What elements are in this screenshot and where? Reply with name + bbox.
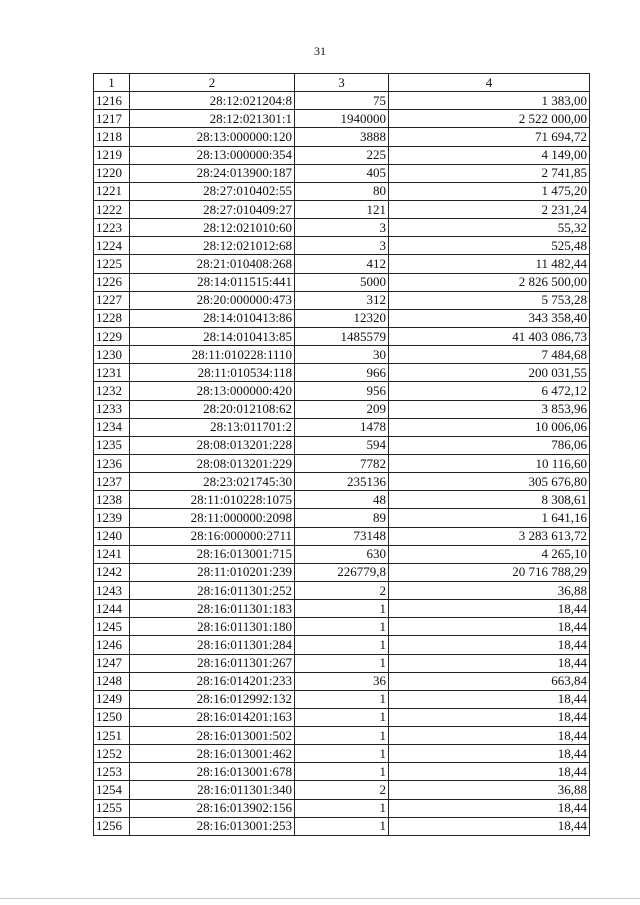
column-header-4: 4 (389, 74, 590, 92)
value-cell: 1 475,20 (389, 182, 590, 200)
row-number-cell: 1247 (94, 654, 130, 672)
row-number-cell: 1217 (94, 110, 130, 128)
area-cell: 80 (295, 182, 389, 200)
value-cell: 663,84 (389, 672, 590, 690)
table-row (94, 436, 590, 454)
row-number-cell: 1249 (94, 690, 130, 708)
value-cell: 41 403 086,73 (389, 327, 590, 345)
row-number-cell: 1226 (94, 273, 130, 291)
cadastral-number-cell: 28:14:010413:86 (130, 309, 295, 327)
cadastral-number-cell: 28:21:010408:268 (130, 255, 295, 273)
value-cell: 305 676,80 (389, 473, 590, 491)
table-row (94, 563, 590, 581)
row-number-cell: 1219 (94, 146, 130, 164)
area-cell: 1 (295, 708, 389, 726)
row-number-cell: 1253 (94, 763, 130, 781)
table-body (94, 92, 590, 836)
row-number-cell: 1227 (94, 291, 130, 309)
table-header-row (94, 74, 590, 92)
cadastral-number-cell: 28:16:014201:233 (130, 672, 295, 690)
area-cell: 209 (295, 400, 389, 418)
cadastral-number-cell: 28:16:011301:183 (130, 600, 295, 618)
area-cell: 5000 (295, 273, 389, 291)
value-cell: 18,44 (389, 600, 590, 618)
cadastral-number-cell: 28:11:010534:118 (130, 364, 295, 382)
cadastral-number-cell: 28:16:013001:253 (130, 817, 295, 835)
table-row (94, 473, 590, 491)
area-cell: 226779,8 (295, 563, 389, 581)
cadastral-number-cell: 28:11:010201:239 (130, 563, 295, 581)
row-number-cell: 1229 (94, 327, 130, 345)
value-cell: 200 031,55 (389, 364, 590, 382)
cadastral-number-cell: 28:16:011301:340 (130, 781, 295, 799)
value-cell: 8 308,61 (389, 491, 590, 509)
area-cell: 956 (295, 382, 389, 400)
area-cell: 2 (295, 581, 389, 599)
table-row (94, 491, 590, 509)
area-cell: 1940000 (295, 110, 389, 128)
cadastral-number-cell: 28:24:013900:187 (130, 164, 295, 182)
table-row (94, 745, 590, 763)
area-cell: 1 (295, 636, 389, 654)
value-cell: 20 716 788,29 (389, 563, 590, 581)
value-cell: 2 231,24 (389, 200, 590, 218)
table-row (94, 273, 590, 291)
column-header-2: 2 (130, 74, 295, 92)
area-cell: 312 (295, 291, 389, 309)
value-cell: 10 116,60 (389, 454, 590, 472)
cadastral-number-cell: 28:11:010228:1075 (130, 491, 295, 509)
row-number-cell: 1255 (94, 799, 130, 817)
cadastral-number-cell: 28:16:013001:502 (130, 727, 295, 745)
cadastral-number-cell: 28:16:011301:180 (130, 618, 295, 636)
value-cell: 4 149,00 (389, 146, 590, 164)
table-row (94, 346, 590, 364)
land-plot-table (93, 73, 590, 836)
area-cell: 89 (295, 509, 389, 527)
value-cell: 55,32 (389, 219, 590, 237)
column-header-3: 3 (295, 74, 389, 92)
value-cell: 2 741,85 (389, 164, 590, 182)
table-row (94, 581, 590, 599)
area-cell: 405 (295, 164, 389, 182)
row-number-cell: 1244 (94, 600, 130, 618)
table-row (94, 454, 590, 472)
row-number-cell: 1234 (94, 418, 130, 436)
row-number-cell: 1228 (94, 309, 130, 327)
area-cell: 30 (295, 346, 389, 364)
cadastral-number-cell: 28:16:011301:267 (130, 654, 295, 672)
cadastral-number-cell: 28:16:011301:252 (130, 581, 295, 599)
table-row (94, 382, 590, 400)
table-row (94, 763, 590, 781)
table-row (94, 164, 590, 182)
cadastral-number-cell: 28:13:011701:2 (130, 418, 295, 436)
row-number-cell: 1221 (94, 182, 130, 200)
table-row (94, 219, 590, 237)
table-row (94, 817, 590, 835)
row-number-cell: 1236 (94, 454, 130, 472)
cadastral-number-cell: 28:20:012108:62 (130, 400, 295, 418)
cadastral-number-cell: 28:27:010402:55 (130, 182, 295, 200)
cadastral-number-cell: 28:12:021010:60 (130, 219, 295, 237)
row-number-cell: 1256 (94, 817, 130, 835)
table-row (94, 182, 590, 200)
area-cell: 3 (295, 219, 389, 237)
row-number-cell: 1231 (94, 364, 130, 382)
value-cell: 36,88 (389, 581, 590, 599)
cadastral-number-cell: 28:12:021301:1 (130, 110, 295, 128)
row-number-cell: 1223 (94, 219, 130, 237)
area-cell: 966 (295, 364, 389, 382)
cadastral-number-cell: 28:16:013902:156 (130, 799, 295, 817)
area-cell: 412 (295, 255, 389, 273)
cadastral-number-cell: 28:12:021204:8 (130, 92, 295, 110)
row-number-cell: 1241 (94, 545, 130, 563)
cadastral-number-cell: 28:13:000000:354 (130, 146, 295, 164)
column-header-1: 1 (94, 74, 130, 92)
cadastral-number-cell: 28:16:011301:284 (130, 636, 295, 654)
value-cell: 7 484,68 (389, 346, 590, 364)
row-number-cell: 1251 (94, 727, 130, 745)
value-cell: 18,44 (389, 690, 590, 708)
value-cell: 2 826 500,00 (389, 273, 590, 291)
row-number-cell: 1245 (94, 618, 130, 636)
row-number-cell: 1235 (94, 436, 130, 454)
value-cell: 18,44 (389, 817, 590, 835)
area-cell: 1485579 (295, 327, 389, 345)
bottom-rule (0, 898, 640, 899)
value-cell: 71 694,72 (389, 128, 590, 146)
table-row (94, 92, 590, 110)
area-cell: 2 (295, 781, 389, 799)
area-cell: 1478 (295, 418, 389, 436)
area-cell: 1 (295, 618, 389, 636)
table-row (94, 690, 590, 708)
row-number-cell: 1218 (94, 128, 130, 146)
area-cell: 36 (295, 672, 389, 690)
value-cell: 18,44 (389, 636, 590, 654)
area-cell: 7782 (295, 454, 389, 472)
table-row (94, 146, 590, 164)
area-cell: 73148 (295, 527, 389, 545)
cadastral-number-cell: 28:16:000000:2711 (130, 527, 295, 545)
value-cell: 10 006,06 (389, 418, 590, 436)
area-cell: 1 (295, 763, 389, 781)
row-number-cell: 1248 (94, 672, 130, 690)
area-cell: 1 (295, 690, 389, 708)
table-row (94, 200, 590, 218)
area-cell: 121 (295, 200, 389, 218)
row-number-cell: 1252 (94, 745, 130, 763)
area-cell: 1 (295, 654, 389, 672)
table-row (94, 110, 590, 128)
area-cell: 1 (295, 727, 389, 745)
area-cell: 75 (295, 92, 389, 110)
table-row (94, 327, 590, 345)
cadastral-number-cell: 28:20:000000:473 (130, 291, 295, 309)
table-row (94, 128, 590, 146)
table-row (94, 781, 590, 799)
row-number-cell: 1220 (94, 164, 130, 182)
row-number-cell: 1222 (94, 200, 130, 218)
cadastral-number-cell: 28:13:000000:120 (130, 128, 295, 146)
value-cell: 4 265,10 (389, 545, 590, 563)
value-cell: 18,44 (389, 618, 590, 636)
row-number-cell: 1240 (94, 527, 130, 545)
cadastral-number-cell: 28:23:021745:30 (130, 473, 295, 491)
value-cell: 786,06 (389, 436, 590, 454)
cadastral-number-cell: 28:16:012992:132 (130, 690, 295, 708)
value-cell: 3 853,96 (389, 400, 590, 418)
cadastral-number-cell: 28:08:013201:229 (130, 454, 295, 472)
row-number-cell: 1224 (94, 237, 130, 255)
area-cell: 12320 (295, 309, 389, 327)
table-row (94, 509, 590, 527)
row-number-cell: 1233 (94, 400, 130, 418)
value-cell: 1 641,16 (389, 509, 590, 527)
cadastral-number-cell: 28:12:021012:68 (130, 237, 295, 255)
area-cell: 1 (295, 799, 389, 817)
row-number-cell: 1216 (94, 92, 130, 110)
table-row (94, 545, 590, 563)
table-row (94, 799, 590, 817)
area-cell: 1 (295, 817, 389, 835)
value-cell: 2 522 000,00 (389, 110, 590, 128)
value-cell: 6 472,12 (389, 382, 590, 400)
table-row (94, 291, 590, 309)
area-cell: 235136 (295, 473, 389, 491)
value-cell: 18,44 (389, 708, 590, 726)
cadastral-number-cell: 28:16:013001:715 (130, 545, 295, 563)
page-number: 31 (314, 44, 326, 58)
area-cell: 225 (295, 146, 389, 164)
table-row (94, 727, 590, 745)
row-number-cell: 1243 (94, 581, 130, 599)
table-row (94, 418, 590, 436)
row-number-cell: 1242 (94, 563, 130, 581)
value-cell: 18,44 (389, 763, 590, 781)
value-cell: 36,88 (389, 781, 590, 799)
value-cell: 343 358,40 (389, 309, 590, 327)
table-row (94, 364, 590, 382)
cadastral-number-cell: 28:16:013001:462 (130, 745, 295, 763)
value-cell: 18,44 (389, 727, 590, 745)
cadastral-number-cell: 28:08:013201:228 (130, 436, 295, 454)
cadastral-number-cell: 28:11:010228:1110 (130, 346, 295, 364)
value-cell: 1 383,00 (389, 92, 590, 110)
table-row (94, 309, 590, 327)
table-row (94, 672, 590, 690)
cadastral-number-cell: 28:11:000000:2098 (130, 509, 295, 527)
row-number-cell: 1250 (94, 708, 130, 726)
value-cell: 11 482,44 (389, 255, 590, 273)
cadastral-number-cell: 28:14:010413:85 (130, 327, 295, 345)
cadastral-number-cell: 28:16:014201:163 (130, 708, 295, 726)
area-cell: 1 (295, 745, 389, 763)
value-cell: 18,44 (389, 799, 590, 817)
table-row (94, 400, 590, 418)
table-row (94, 636, 590, 654)
table-row (94, 618, 590, 636)
value-cell: 3 283 613,72 (389, 527, 590, 545)
row-number-cell: 1246 (94, 636, 130, 654)
row-number-cell: 1225 (94, 255, 130, 273)
area-cell: 3888 (295, 128, 389, 146)
row-number-cell: 1238 (94, 491, 130, 509)
table-row (94, 237, 590, 255)
row-number-cell: 1239 (94, 509, 130, 527)
row-number-cell: 1230 (94, 346, 130, 364)
cadastral-number-cell: 28:16:013001:678 (130, 763, 295, 781)
value-cell: 18,44 (389, 745, 590, 763)
cadastral-number-cell: 28:27:010409:27 (130, 200, 295, 218)
value-cell: 18,44 (389, 654, 590, 672)
row-number-cell: 1232 (94, 382, 130, 400)
area-cell: 594 (295, 436, 389, 454)
table-row (94, 654, 590, 672)
table-row (94, 255, 590, 273)
row-number-cell: 1237 (94, 473, 130, 491)
area-cell: 630 (295, 545, 389, 563)
cadastral-number-cell: 28:13:000000:420 (130, 382, 295, 400)
table-row (94, 708, 590, 726)
area-cell: 48 (295, 491, 389, 509)
cadastral-number-cell: 28:14:011515:441 (130, 273, 295, 291)
value-cell: 525,48 (389, 237, 590, 255)
area-cell: 3 (295, 237, 389, 255)
table-row (94, 527, 590, 545)
table-row (94, 600, 590, 618)
row-number-cell: 1254 (94, 781, 130, 799)
value-cell: 5 753,28 (389, 291, 590, 309)
area-cell: 1 (295, 600, 389, 618)
